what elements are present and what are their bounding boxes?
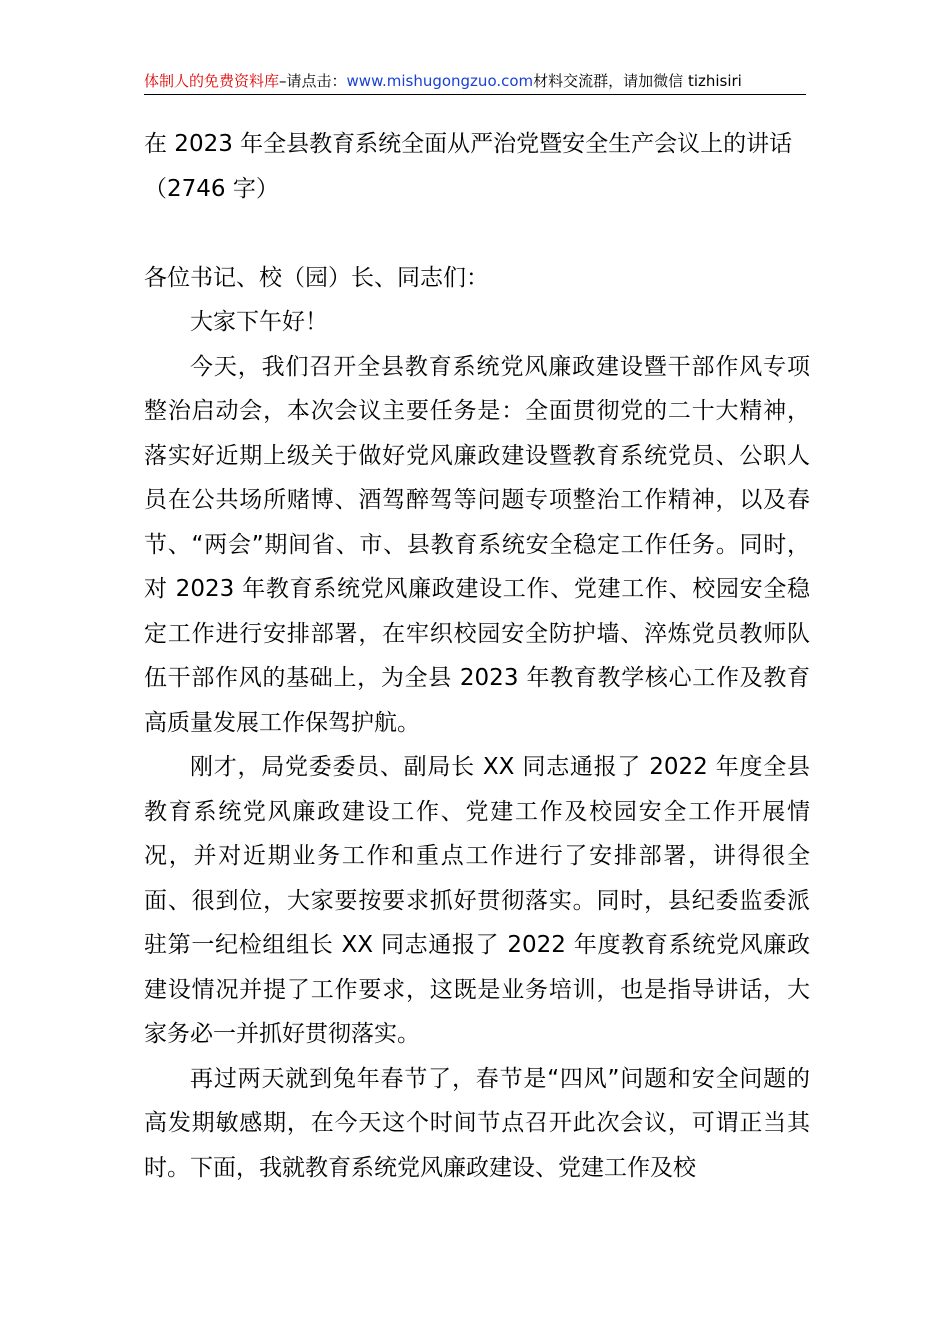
document-title: 在 2023 年全县教育系统全面从严治党暨安全生产会议上的讲话（2746 字） bbox=[144, 131, 793, 202]
document-body bbox=[144, 122, 810, 1190]
header-brand: 体制人的免费资料库 bbox=[144, 72, 280, 90]
header-url-link[interactable]: www.mishugongzuo.com bbox=[346, 72, 534, 90]
salutation: 各位书记、校（园）长、同志们： bbox=[144, 264, 489, 291]
paragraph-report: 刚才，局党委委员、副局长 XX 同志通报了 2022 年度全县教育系统党风廉政建设工作、党建工作及校园安全工作开展情况，并对近期业务工作和重点工作进行了安排部署，讲得很全面、很到位，大家要按要求抓好贯彻落实。同时，县纪委监委派驻第一纪检组组长 XX 同志通报了 2022 年度教育系统党风廉政建设情况并提了工作要求，这既是业务培训，也是指导讲话，大家务必一并抓好贯彻落实。 bbox=[144, 754, 810, 1047]
page-header bbox=[144, 70, 806, 95]
header-prompt: –请点击： bbox=[279, 72, 347, 90]
header-note: 材料交流群，请加微信 tizhisiri bbox=[533, 72, 742, 90]
title-spacer bbox=[144, 211, 810, 256]
paragraph-spring-festival: 再过两天就到兔年春节了，春节是“四风”问题和安全问题的高发期敏感期，在今天这个时间节点召开此次会议，可谓正当其时。下面，我就教育系统党风廉政建设、党建工作及校 bbox=[144, 1065, 810, 1181]
paragraph-intro: 今天，我们召开全县教育系统党风廉政建设暨干部作风专项整治启动会，本次会议主要任务是：全面贯彻党的二十大精神，落实好近期上级关于做好党风廉政建设暨教育系统党员、公职人员在公共场所赌博、酒驾醉驾等问题专项整治工作精神，以及春节、“两会”期间省、市、县教育系统安全稳定工作任务。同时，对 2023 年教育系统党风廉政建设工作、党建工作、校园安全稳定工作进行安排部署，在牢织校园安全防护墙、淬炼党员教师队伍干部作风的基础上，为全县 2023 年教育教学核心工作及教育高质量发展工作保驾护航。 bbox=[144, 353, 810, 736]
paragraph-greeting: 大家下午好！ bbox=[190, 309, 328, 335]
